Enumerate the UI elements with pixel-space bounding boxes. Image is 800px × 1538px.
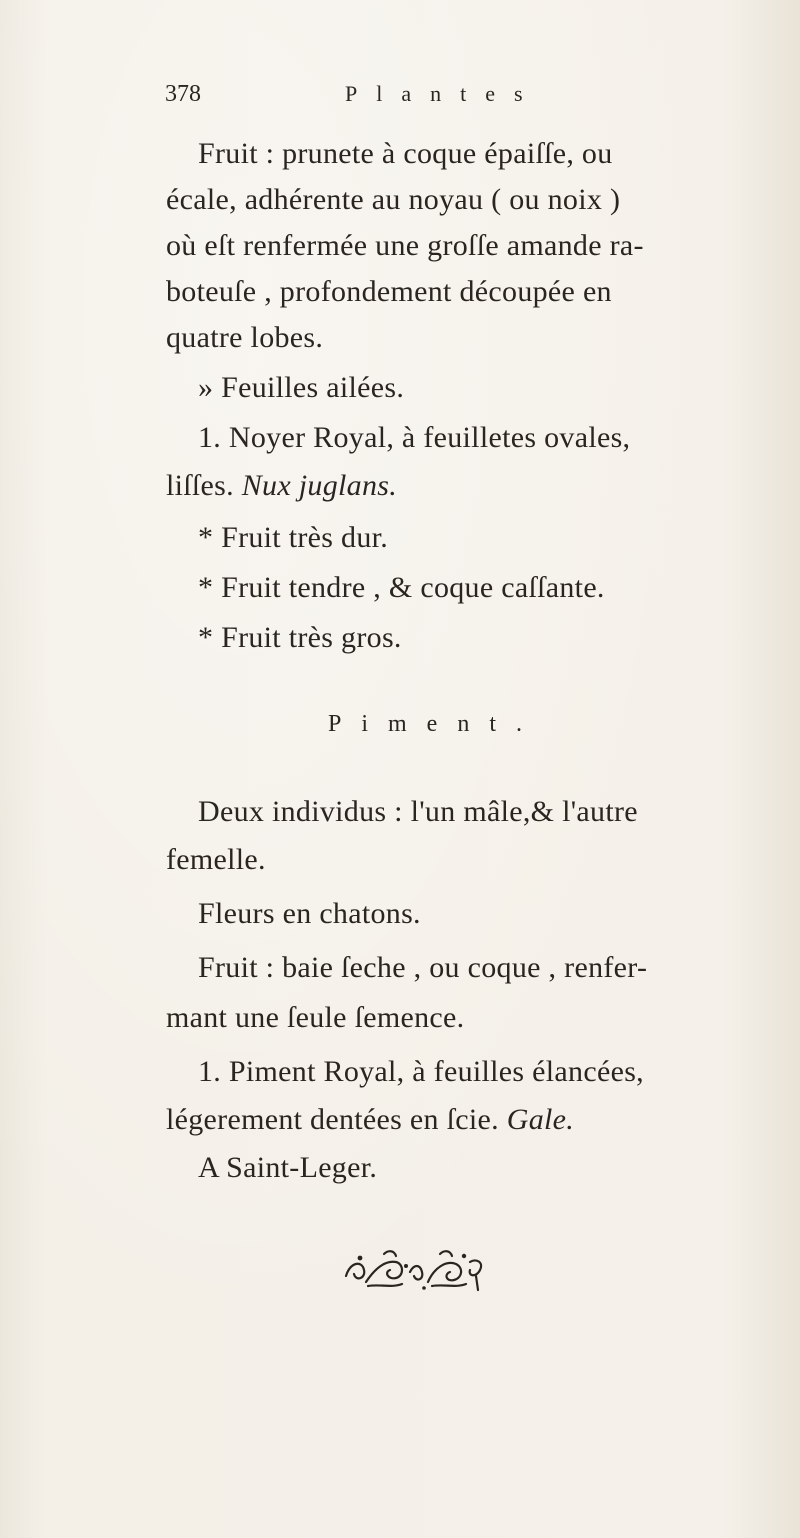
text-line: écale, adhérente au noyau ( ou noix ) — [166, 183, 621, 216]
text-line: A Saint-Leger. — [198, 1151, 378, 1184]
text-line: 1. Noyer Royal, à feuilletes ovales, — [198, 421, 631, 454]
latin-name: Gale. — [506, 1103, 575, 1136]
text-line: où eſt renfermée une groſſe amande ra- — [166, 229, 644, 262]
text-line: » Feuilles ailées. — [198, 371, 405, 404]
text-line — [166, 468, 397, 504]
variety-line: * Fruit très gros. — [198, 621, 402, 654]
text-fragment: liſſes. — [166, 469, 234, 502]
text-line: Fruit : prunete à coque épaiſſe, ou — [198, 137, 613, 170]
latin-name: Nux juglans. — [241, 469, 398, 502]
text-fragment: légerement dentées en ſcie. — [166, 1103, 499, 1136]
text-line — [166, 1102, 574, 1138]
text-line: Fleurs en chatons. — [198, 897, 421, 930]
variety-line: * Fruit très dur. — [198, 521, 389, 554]
text-line: 1. Piment Royal, à feuilles élancées, — [198, 1055, 644, 1088]
page-number: 378 — [165, 81, 201, 107]
text-line: Deux individus : l'un mâle,& l'autre — [198, 795, 638, 828]
section-title: Piment. — [328, 711, 543, 737]
running-title: Plantes — [345, 81, 542, 106]
text-line: boteuſe , profondement découpée en — [166, 275, 612, 308]
text-line: quatre lobes. — [166, 321, 324, 354]
variety-line: * Fruit tendre , & coque caſſante. — [198, 571, 605, 604]
text-line: mant une ſeule ſemence. — [166, 1001, 465, 1034]
fleuron-ornament-icon — [340, 1242, 490, 1294]
text-line: femelle. — [166, 843, 266, 876]
text-line: Fruit : baie ſeche , ou coque , renfer- — [198, 951, 648, 984]
